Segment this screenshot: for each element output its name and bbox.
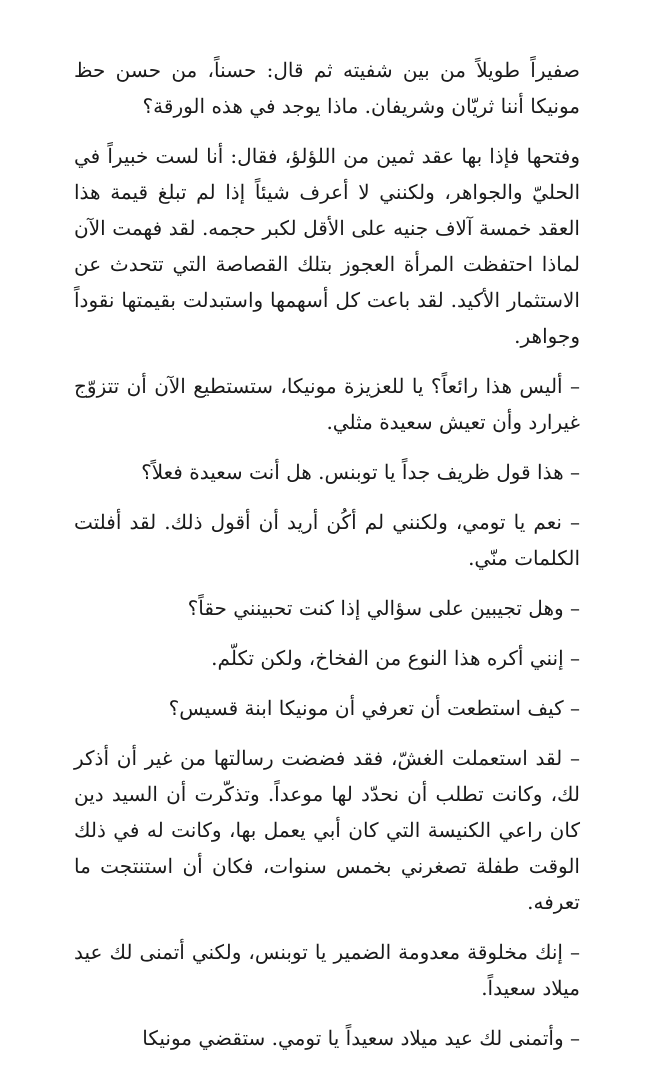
dialogue-line-3: – نعم يا تومي، ولكنني لم أكُن أريد أن أقول ذلك. لقد أفلتت الكلمات منّي. <box>74 510 580 570</box>
dialogue-line-5: – إنني أكره هذا النوع من الفخاخ، ولكن تكلّم. <box>211 646 580 670</box>
paragraph-1: صفيراً طويلاً من بين شفيته ثم قال: حسناً، من حسن حظ مونيكا أننا ثريّان وشريفان. ماذا يوجد في هذه الورقة؟ <box>74 58 580 118</box>
paragraph-2: وفتحها فإذا بها عقد ثمين من اللؤلؤ، فقال: أنا لست خبيراً في الحليّ والجواهر، ولكنني لا أعرف شيئاً إذا لم تبلغ قيمة هذا العقد خمسة آلاف جنيه على الأقل لكبر حجمه. لقد فهمت الآن لماذا احتفظت المرأة العجوز بتلك القصاصة التي تتحدث عن الاستثمار الأكيد. لقد باعت كل أسهمها واستبدلت بقيمتها نقوداً وجواهر. <box>74 144 580 348</box>
dialogue-line-2: – هذا قول ظريف جداً يا توبنس. هل أنت سعيدة فعلاً؟ <box>141 460 580 484</box>
dialogue-line-8: – إنك مخلوقة معدومة الضمير يا توبنس، ولكني أتمنى لك عيد ميلاد سعيداً. <box>74 940 580 1000</box>
dialogue-line-6: – كيف استطعت أن تعرفي أن مونيكا ابنة قسيس؟ <box>168 696 580 720</box>
dialogue-line-9: – وأتمنى لك عيد ميلاد سعيداً يا تومي. ستقضي مونيكا <box>142 1026 580 1050</box>
dialogue-line-7: – لقد استعملت الغشّ، فقد فضضت رسالتها من غير أن أذكر لك، وكانت تطلب أن نحدّد لها موعداً. وتذكّرت أن السيد دين كان راعي الكنيسة التي كان أبي يعمل بها، وكانت له في ذلك الوقت طفلة تصغرني بخمس سنوات، فكان أن استنتجت ما تعرفه. <box>74 746 580 914</box>
dialogue-line-1: – أليس هذا رائعاً؟ يا للعزيزة مونيكا، ستستطيع الآن أن تتزوّج غيرارد وأن تعيش سعيدة مثلي. <box>74 374 580 434</box>
text-column <box>74 52 580 1070</box>
dialogue-line-4: – وهل تجيبين على سؤالي إذا كنت تحبينني حقاً؟ <box>187 596 580 620</box>
